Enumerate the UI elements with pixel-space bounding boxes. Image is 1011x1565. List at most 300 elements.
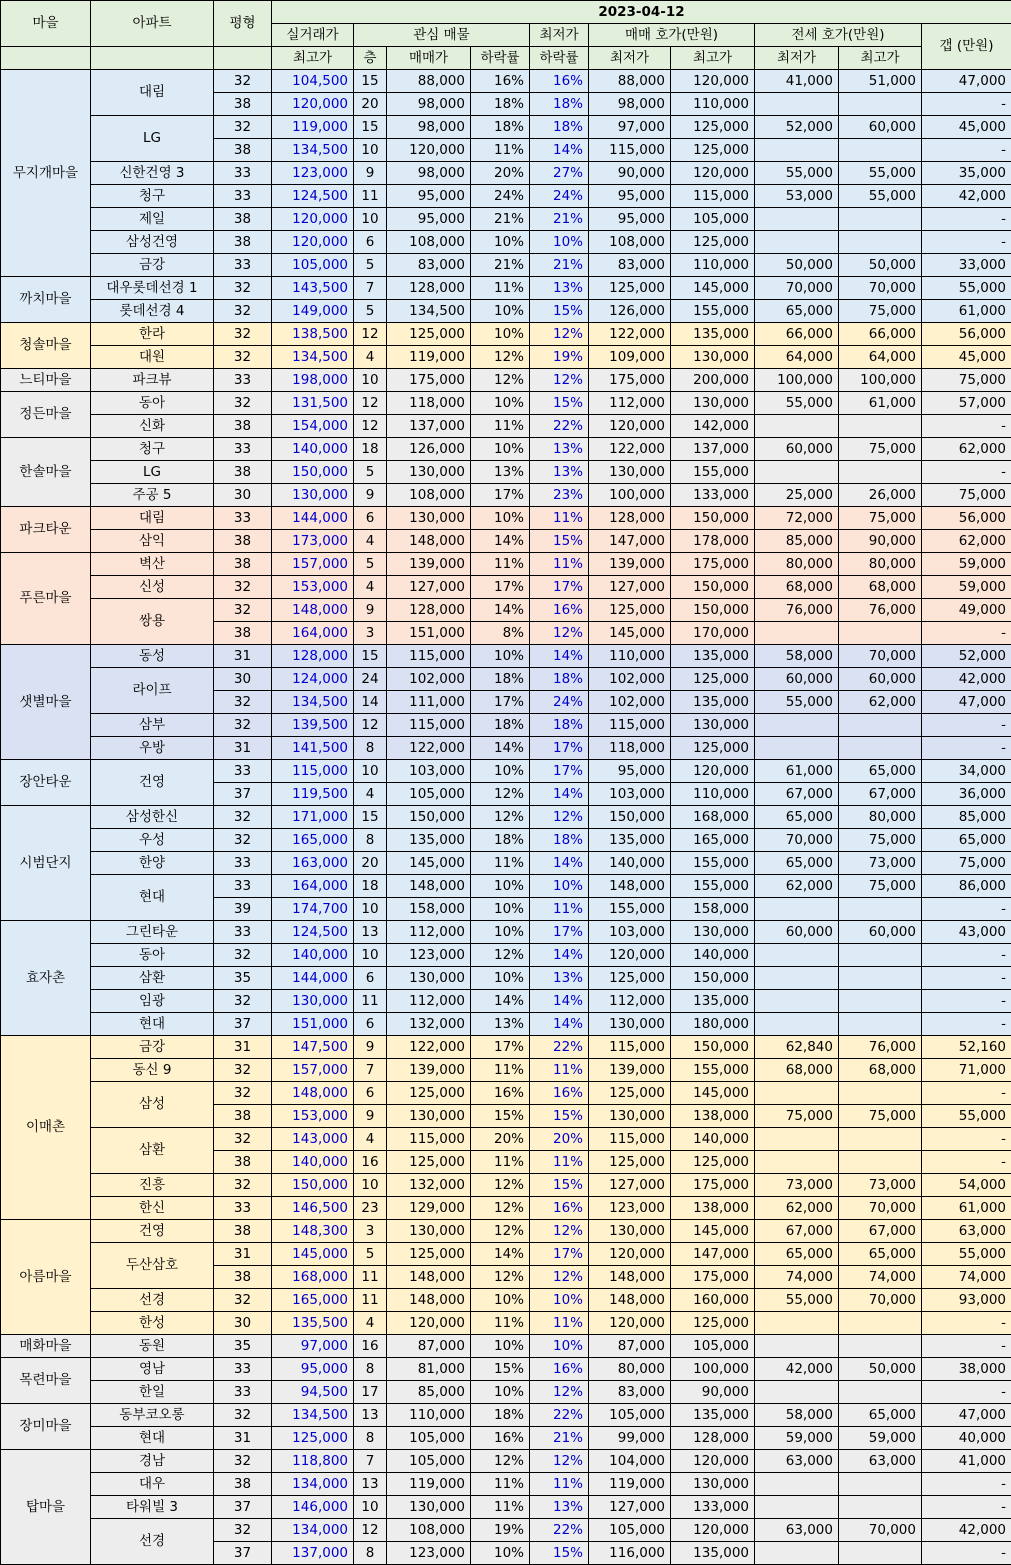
floor-cell: 12 (354, 323, 387, 346)
jeonse-low-cell: 63,000 (755, 1450, 839, 1473)
apt-cell: 건영 (91, 1220, 214, 1243)
gap-cell: 47,000 (922, 70, 1011, 93)
sale-high-cell: 158,000 (671, 898, 755, 921)
apt-cell: 대원 (91, 346, 214, 369)
jeonse-low-cell (755, 231, 839, 254)
floor-cell: 8 (354, 829, 387, 852)
floor-cell: 20 (354, 852, 387, 875)
floor-cell: 4 (354, 1128, 387, 1151)
price-cell: 151,000 (387, 622, 471, 645)
real-max-cell: 130,000 (272, 484, 354, 507)
size-cell: 32 (214, 323, 272, 346)
price-cell: 120,000 (387, 1312, 471, 1335)
jeonse-high-cell (839, 737, 922, 760)
apt-cell: 신한건영 3 (91, 162, 214, 185)
drop-cell: 17% (471, 576, 530, 599)
floor-cell: 5 (354, 461, 387, 484)
village-cell: 샛별마을 (1, 645, 91, 760)
floor-cell: 5 (354, 1243, 387, 1266)
size-cell: 32 (214, 70, 272, 93)
gap-cell: 59,000 (922, 576, 1011, 599)
size-cell: 32 (214, 990, 272, 1013)
jeonse-high-cell: 67,000 (839, 783, 922, 806)
real-max-cell: 134,000 (272, 1519, 354, 1542)
apt-cell: 선경 (91, 1519, 214, 1565)
jeonse-low-cell: 62,000 (755, 1197, 839, 1220)
price-cell: 137,000 (387, 415, 471, 438)
apt-cell: 경남 (91, 1450, 214, 1473)
jeonse-low-cell: 73,000 (755, 1174, 839, 1197)
sale-high-cell: 150,000 (671, 576, 755, 599)
jeonse-low-cell: 62,000 (755, 875, 839, 898)
size-cell: 31 (214, 1427, 272, 1450)
real-max-cell: 198,000 (272, 369, 354, 392)
min-drop-cell: 11% (530, 1059, 589, 1082)
table-row (1, 921, 1011, 944)
apt-cell: 삼성건영 (91, 231, 214, 254)
min-drop-cell: 18% (530, 116, 589, 139)
table-row (1, 392, 1011, 415)
sale-high-cell: 120,000 (671, 162, 755, 185)
village-cell: 목련마을 (1, 1358, 91, 1404)
jeonse-low-cell (755, 944, 839, 967)
sale-low-cell: 119,000 (589, 1473, 671, 1496)
jeonse-low-cell: 63,000 (755, 1519, 839, 1542)
drop-cell: 12% (471, 369, 530, 392)
gap-cell: 61,000 (922, 1197, 1011, 1220)
gap-cell: - (922, 461, 1011, 484)
apt-cell: 타워빌 3 (91, 1496, 214, 1519)
sale-high-cell: 110,000 (671, 93, 755, 116)
min-drop-cell: 18% (530, 93, 589, 116)
jeonse-high-cell: 62,000 (839, 691, 922, 714)
apt-cell: 한성 (91, 1312, 214, 1335)
floor-cell: 11 (354, 990, 387, 1013)
apt-cell: 그린타운 (91, 921, 214, 944)
sale-low-cell: 126,000 (589, 300, 671, 323)
sale-high-cell: 125,000 (671, 1312, 755, 1335)
min-drop-cell: 14% (530, 990, 589, 1013)
apt-cell: 금강 (91, 254, 214, 277)
jeonse-high-cell (839, 1473, 922, 1496)
price-cell: 125,000 (387, 1151, 471, 1174)
real-max-cell: 143,500 (272, 277, 354, 300)
size-cell: 33 (214, 369, 272, 392)
apt-cell: 삼익 (91, 530, 214, 553)
sale-low-cell: 108,000 (589, 231, 671, 254)
real-max-cell: 144,000 (272, 507, 354, 530)
drop-cell: 11% (471, 1496, 530, 1519)
size-cell: 32 (214, 1082, 272, 1105)
table-row (1, 254, 1011, 277)
jeonse-high-cell: 73,000 (839, 852, 922, 875)
price-cell: 122,000 (387, 1036, 471, 1059)
floor-cell: 4 (354, 346, 387, 369)
sale-high-cell: 168,000 (671, 806, 755, 829)
size-cell: 32 (214, 1289, 272, 1312)
gap-cell: - (922, 1151, 1011, 1174)
price-cell: 130,000 (387, 1220, 471, 1243)
min-drop-cell: 15% (530, 530, 589, 553)
sale-low-cell: 102,000 (589, 668, 671, 691)
table-row (1, 1128, 1011, 1151)
min-drop-cell: 22% (530, 1519, 589, 1542)
gap-cell: - (922, 1473, 1011, 1496)
min-drop-cell: 18% (530, 714, 589, 737)
price-cell: 115,000 (387, 714, 471, 737)
sale-low-cell: 95,000 (589, 760, 671, 783)
size-cell: 33 (214, 921, 272, 944)
table-row (1, 990, 1011, 1013)
sale-low-cell: 148,000 (589, 1289, 671, 1312)
sale-high-cell: 175,000 (671, 553, 755, 576)
jeonse-high-cell: 70,000 (839, 1197, 922, 1220)
drop-cell: 11% (471, 1059, 530, 1082)
real-max-cell: 146,000 (272, 1496, 354, 1519)
sale-low-cell: 139,000 (589, 1059, 671, 1082)
min-drop-cell: 14% (530, 783, 589, 806)
sale-low-cell: 127,000 (589, 1174, 671, 1197)
floor-cell: 10 (354, 1496, 387, 1519)
drop-cell: 10% (471, 1335, 530, 1358)
size-cell: 37 (214, 1542, 272, 1565)
gap-cell: 36,000 (922, 783, 1011, 806)
min-drop-cell: 15% (530, 1174, 589, 1197)
real-max-cell: 164,000 (272, 622, 354, 645)
apt-cell: 선경 (91, 1289, 214, 1312)
drop-cell: 20% (471, 162, 530, 185)
village-cell: 시범단지 (1, 806, 91, 921)
jeonse-low-cell: 52,000 (755, 116, 839, 139)
size-cell: 31 (214, 737, 272, 760)
table-row (1, 185, 1011, 208)
min-drop-cell: 10% (530, 875, 589, 898)
price-cell: 130,000 (387, 507, 471, 530)
header-real-top: 실거래가 (272, 24, 354, 47)
jeonse-low-cell: 60,000 (755, 921, 839, 944)
size-cell: 32 (214, 1174, 272, 1197)
jeonse-low-cell (755, 737, 839, 760)
table-row (1, 70, 1011, 93)
apt-cell: 한신 (91, 1197, 214, 1220)
real-max-cell: 144,000 (272, 967, 354, 990)
real-max-cell: 157,000 (272, 553, 354, 576)
size-cell: 32 (214, 392, 272, 415)
apt-cell: 우방 (91, 737, 214, 760)
gap-cell: - (922, 990, 1011, 1013)
sale-high-cell: 155,000 (671, 875, 755, 898)
drop-cell: 17% (471, 484, 530, 507)
size-cell: 32 (214, 1059, 272, 1082)
size-cell: 38 (214, 415, 272, 438)
village-cell: 느티마을 (1, 369, 91, 392)
apt-cell: 삼성한신 (91, 806, 214, 829)
apt-cell: 대림 (91, 507, 214, 530)
drop-cell: 14% (471, 737, 530, 760)
jeonse-low-cell: 62,840 (755, 1036, 839, 1059)
apt-cell: 신화 (91, 415, 214, 438)
header-jeonse-quote: 전세 호가(만원) (755, 24, 922, 47)
floor-cell: 3 (354, 1220, 387, 1243)
size-cell: 38 (214, 1220, 272, 1243)
price-cell: 115,000 (387, 1128, 471, 1151)
jeonse-low-cell (755, 1496, 839, 1519)
jeonse-high-cell: 55,000 (839, 185, 922, 208)
jeonse-low-cell (755, 139, 839, 162)
price-cell: 139,000 (387, 1059, 471, 1082)
sale-low-cell: 139,000 (589, 553, 671, 576)
sale-high-cell: 135,000 (671, 691, 755, 714)
price-cell: 129,000 (387, 1197, 471, 1220)
sale-low-cell: 104,000 (589, 1450, 671, 1473)
size-cell: 38 (214, 93, 272, 116)
jeonse-high-cell: 75,000 (839, 1105, 922, 1128)
table-row (1, 1220, 1011, 1243)
price-cell: 150,000 (387, 806, 471, 829)
drop-cell: 18% (471, 714, 530, 737)
min-drop-cell: 24% (530, 185, 589, 208)
sale-low-cell: 87,000 (589, 1335, 671, 1358)
apt-cell: LG (91, 116, 214, 162)
size-cell: 32 (214, 691, 272, 714)
drop-cell: 17% (471, 1036, 530, 1059)
real-max-cell: 131,500 (272, 392, 354, 415)
gap-cell: 49,000 (922, 599, 1011, 622)
gap-cell: 75,000 (922, 852, 1011, 875)
min-drop-cell: 22% (530, 415, 589, 438)
jeonse-low-cell: 42,000 (755, 1358, 839, 1381)
floor-cell: 6 (354, 231, 387, 254)
drop-cell: 18% (471, 668, 530, 691)
sale-low-cell: 88,000 (589, 70, 671, 93)
floor-cell: 11 (354, 1289, 387, 1312)
real-max-cell: 148,300 (272, 1220, 354, 1243)
apt-cell: 삼환 (91, 1128, 214, 1174)
price-cell: 130,000 (387, 967, 471, 990)
apt-cell: 한일 (91, 1381, 214, 1404)
gap-cell: 33,000 (922, 254, 1011, 277)
gap-cell: - (922, 1128, 1011, 1151)
real-max-cell: 150,000 (272, 1174, 354, 1197)
size-cell: 32 (214, 829, 272, 852)
jeonse-high-cell (839, 415, 922, 438)
drop-cell: 10% (471, 507, 530, 530)
jeonse-low-cell: 68,000 (755, 1059, 839, 1082)
size-cell: 32 (214, 576, 272, 599)
jeonse-high-cell (839, 990, 922, 1013)
real-max-cell: 94,500 (272, 1381, 354, 1404)
table-row (1, 1473, 1011, 1496)
sale-low-cell: 125,000 (589, 1082, 671, 1105)
gap-cell: 62,000 (922, 530, 1011, 553)
gap-cell: 63,000 (922, 1220, 1011, 1243)
floor-cell: 6 (354, 507, 387, 530)
jeonse-low-cell (755, 1128, 839, 1151)
price-cell: 118,000 (387, 392, 471, 415)
price-cell: 108,000 (387, 1519, 471, 1542)
jeonse-low-cell: 25,000 (755, 484, 839, 507)
min-drop-cell: 13% (530, 438, 589, 461)
price-cell: 125,000 (387, 323, 471, 346)
drop-cell: 11% (471, 277, 530, 300)
gap-cell: 38,000 (922, 1358, 1011, 1381)
sale-low-cell: 90,000 (589, 162, 671, 185)
min-drop-cell: 22% (530, 1404, 589, 1427)
header-floor: 층 (354, 47, 387, 70)
drop-cell: 14% (471, 599, 530, 622)
floor-cell: 7 (354, 277, 387, 300)
gap-cell: 47,000 (922, 1404, 1011, 1427)
drop-cell: 11% (471, 1312, 530, 1335)
drop-cell: 10% (471, 392, 530, 415)
price-cell: 132,000 (387, 1174, 471, 1197)
sale-high-cell: 120,000 (671, 1519, 755, 1542)
floor-cell: 13 (354, 921, 387, 944)
size-cell: 33 (214, 162, 272, 185)
gap-cell: 55,000 (922, 1243, 1011, 1266)
jeonse-high-cell: 68,000 (839, 576, 922, 599)
gap-cell: 35,000 (922, 162, 1011, 185)
apt-cell: 임광 (91, 990, 214, 1013)
drop-cell: 10% (471, 1289, 530, 1312)
gap-cell: - (922, 208, 1011, 231)
sale-high-cell: 147,000 (671, 1243, 755, 1266)
table-row (1, 1427, 1011, 1450)
apt-cell: 동원 (91, 1335, 214, 1358)
floor-cell: 15 (354, 806, 387, 829)
size-cell: 37 (214, 1013, 272, 1036)
price-cell: 98,000 (387, 93, 471, 116)
real-max-cell: 119,500 (272, 783, 354, 806)
floor-cell: 16 (354, 1151, 387, 1174)
sale-low-cell: 127,000 (589, 1496, 671, 1519)
floor-cell: 10 (354, 139, 387, 162)
price-cell: 87,000 (387, 1335, 471, 1358)
sale-high-cell: 120,000 (671, 70, 755, 93)
real-max-cell: 124,500 (272, 185, 354, 208)
jeonse-high-cell: 70,000 (839, 645, 922, 668)
table-row (1, 553, 1011, 576)
real-max-cell: 165,000 (272, 1289, 354, 1312)
floor-cell: 7 (354, 1059, 387, 1082)
jeonse-high-cell: 50,000 (839, 1358, 922, 1381)
min-drop-cell: 14% (530, 852, 589, 875)
size-cell: 35 (214, 1335, 272, 1358)
real-max-cell: 134,500 (272, 691, 354, 714)
sale-low-cell: 105,000 (589, 1519, 671, 1542)
drop-cell: 11% (471, 1473, 530, 1496)
price-cell: 108,000 (387, 231, 471, 254)
sale-high-cell: 130,000 (671, 346, 755, 369)
jeonse-low-cell: 76,000 (755, 599, 839, 622)
floor-cell: 8 (354, 737, 387, 760)
header-min-top: 최저가 (530, 24, 589, 47)
real-max-cell: 143,000 (272, 1128, 354, 1151)
min-drop-cell: 12% (530, 1381, 589, 1404)
size-cell: 32 (214, 1519, 272, 1542)
sale-high-cell: 170,000 (671, 622, 755, 645)
min-drop-cell: 11% (530, 898, 589, 921)
jeonse-high-cell: 80,000 (839, 553, 922, 576)
min-drop-cell: 16% (530, 1197, 589, 1220)
drop-cell: 10% (471, 760, 530, 783)
size-cell: 33 (214, 507, 272, 530)
table-row (1, 760, 1011, 783)
floor-cell: 6 (354, 1082, 387, 1105)
jeonse-low-cell: 70,000 (755, 277, 839, 300)
size-cell: 38 (214, 530, 272, 553)
real-max-cell: 157,000 (272, 1059, 354, 1082)
table-row (1, 1450, 1011, 1473)
price-cell: 98,000 (387, 162, 471, 185)
gap-cell: - (922, 415, 1011, 438)
gap-cell: 45,000 (922, 116, 1011, 139)
min-drop-cell: 14% (530, 944, 589, 967)
sale-low-cell: 80,000 (589, 1358, 671, 1381)
gap-cell: - (922, 93, 1011, 116)
gap-cell: 56,000 (922, 323, 1011, 346)
sale-low-cell: 128,000 (589, 507, 671, 530)
real-max-cell: 153,000 (272, 576, 354, 599)
sale-low-cell: 116,000 (589, 1542, 671, 1565)
real-max-cell: 145,000 (272, 1243, 354, 1266)
real-max-cell: 124,000 (272, 668, 354, 691)
village-cell: 정든마을 (1, 392, 91, 438)
jeonse-low-cell: 55,000 (755, 1289, 839, 1312)
sale-low-cell: 148,000 (589, 1266, 671, 1289)
size-cell: 31 (214, 1243, 272, 1266)
min-drop-cell: 12% (530, 1450, 589, 1473)
price-cell: 95,000 (387, 208, 471, 231)
apt-cell: 벽산 (91, 553, 214, 576)
floor-cell: 4 (354, 1312, 387, 1335)
jeonse-low-cell: 60,000 (755, 668, 839, 691)
sale-high-cell: 105,000 (671, 1335, 755, 1358)
floor-cell: 11 (354, 185, 387, 208)
apt-cell: 건영 (91, 760, 214, 806)
sale-high-cell: 140,000 (671, 1128, 755, 1151)
real-max-cell: 153,000 (272, 1105, 354, 1128)
table-row (1, 461, 1011, 484)
real-max-cell: 95,000 (272, 1358, 354, 1381)
gap-cell: 52,160 (922, 1036, 1011, 1059)
size-cell: 32 (214, 346, 272, 369)
sale-high-cell: 145,000 (671, 1082, 755, 1105)
gap-cell: 40,000 (922, 1427, 1011, 1450)
gap-cell: 86,000 (922, 875, 1011, 898)
real-max-cell: 140,000 (272, 1151, 354, 1174)
sale-low-cell: 122,000 (589, 323, 671, 346)
jeonse-high-cell (839, 1542, 922, 1565)
price-cell: 81,000 (387, 1358, 471, 1381)
gap-cell: 56,000 (922, 507, 1011, 530)
apt-cell: 제일 (91, 208, 214, 231)
size-cell: 32 (214, 1404, 272, 1427)
sale-high-cell: 135,000 (671, 1542, 755, 1565)
min-drop-cell: 14% (530, 1013, 589, 1036)
price-cell: 95,000 (387, 185, 471, 208)
min-drop-cell: 12% (530, 1220, 589, 1243)
sale-high-cell: 180,000 (671, 1013, 755, 1036)
village-cell: 장안타운 (1, 760, 91, 806)
drop-cell: 10% (471, 898, 530, 921)
real-max-cell: 139,500 (272, 714, 354, 737)
sale-high-cell: 133,000 (671, 1496, 755, 1519)
jeonse-high-cell: 65,000 (839, 760, 922, 783)
jeonse-high-cell (839, 1128, 922, 1151)
sale-high-cell: 130,000 (671, 921, 755, 944)
jeonse-low-cell: 65,000 (755, 852, 839, 875)
